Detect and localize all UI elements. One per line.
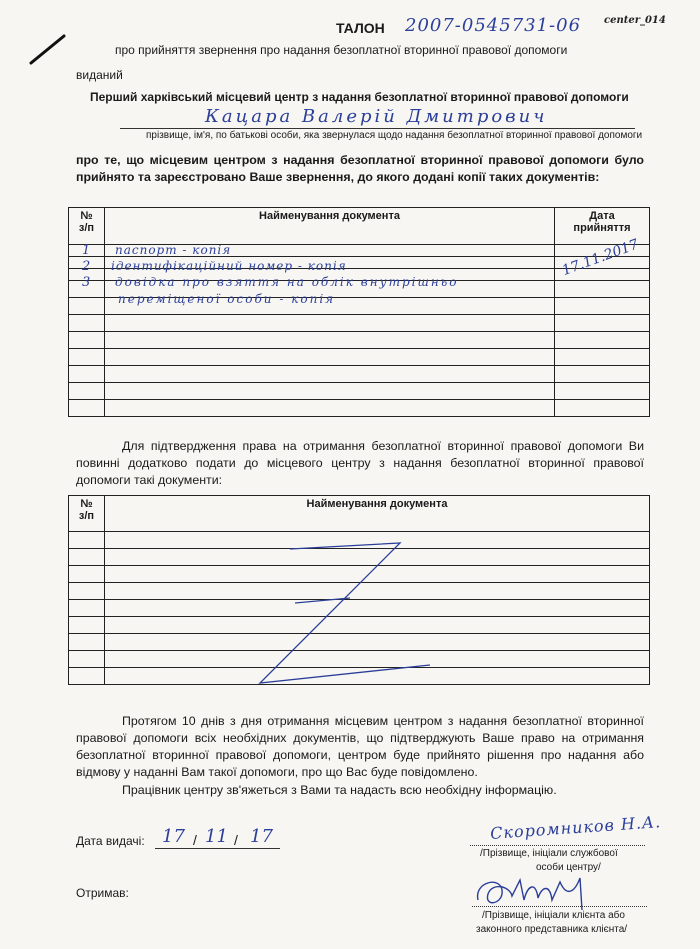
center-code: center_014 xyxy=(604,15,666,26)
accepted-documents-table xyxy=(68,207,650,417)
notice-paragraph xyxy=(76,713,644,781)
applicant-name-caption: прізвище, ім'я, по батькові особи, яка звернулася щодо надання безоплатної вторинної правової допомоги xyxy=(146,130,643,141)
page-subtitle: про прийняття звернення про надання безоплатної вторинної правової допомоги xyxy=(115,43,568,57)
talon-number: 2007-0545731-06 xyxy=(405,15,582,36)
table1-row-3-name: довідка про взяття на облік внутрішньо xyxy=(115,275,459,289)
table1-row-3-num: 3 xyxy=(82,275,91,290)
issuer-name: Перший харківський місцевий центр з надання безоплатної вторинної правової допомоги xyxy=(90,90,629,104)
table1-row-4-name: переміщеної особи - копія xyxy=(118,292,336,306)
table1-row-1-num: 1 xyxy=(82,243,91,258)
table1-col-date: Дата прийняття xyxy=(555,208,650,245)
issue-date-day: 17 xyxy=(162,826,185,847)
z-strike-mark xyxy=(250,535,450,690)
contact-notice-text: Працівник центру зв'яжеться з Вами та надасть всю необхідну інформацію. xyxy=(122,783,557,797)
officer-caption-1: /Прізвище, ініціали службової xyxy=(480,848,618,859)
table1-col-name: Найменування документа xyxy=(105,208,555,245)
received-label: Отримав: xyxy=(76,886,129,900)
talon-label: ТАЛОН xyxy=(336,20,385,36)
table1-row-2-name: ідентифікаційний номер - копія xyxy=(111,259,347,273)
issued-label: виданий xyxy=(76,68,123,82)
contact-notice xyxy=(122,782,557,799)
officer-signature-name: Скоромников Н.А. xyxy=(489,812,662,843)
applicant-name-handwritten: Кацара Валерій Дмитрович xyxy=(205,106,548,127)
pen-stroke-mark xyxy=(28,32,68,66)
confirm-text xyxy=(76,438,644,489)
officer-caption-2: особи центру/ xyxy=(536,862,601,873)
table1-row-1-name: паспорт - копія xyxy=(115,243,232,257)
client-caption-2: законного представника клієнта/ xyxy=(476,924,628,935)
client-signature xyxy=(470,870,600,915)
confirm-text-content: Для підтвердження права на отримання безоплатної вторинної правової допомоги Ви повинні додатково подати до місцевого центру з надання безоплатної вторинної правової допомоги такі документи: xyxy=(76,439,644,487)
table2-col-name: Найменування документа xyxy=(105,496,650,532)
issue-date-month: 11 xyxy=(205,826,228,847)
client-caption-1: /Прізвище, ініціали клієнта або xyxy=(482,910,625,921)
issue-date-year: 17 xyxy=(250,826,273,847)
issue-date-label: Дата видачі: xyxy=(76,834,145,848)
notice-paragraph-text: Протягом 10 днів з дня отримання місцевим центром з надання безоплатної вторинної правової допомоги всіх необхідних документів, що підтверджують Ваше право на отримання безоплатної вторинної правової допомоги, центром буде прийнято рішення про надання або відмову у наданні Вам такої допомоги, про що Вас буде повідомлено. xyxy=(76,714,644,779)
table1-row-2-num: 2 xyxy=(82,259,91,274)
table1-date-handwritten: 17.11.2017 xyxy=(560,236,641,280)
statement-text: про те, що місцевим центром з надання безоплатної вторинної правової допомоги було прийнято та зареєстровано Ваше звернення, до якого додані копії таких документів: xyxy=(76,153,644,184)
table2-col-num: № з/п xyxy=(69,496,105,532)
table1-col-num: № з/п xyxy=(69,208,105,245)
